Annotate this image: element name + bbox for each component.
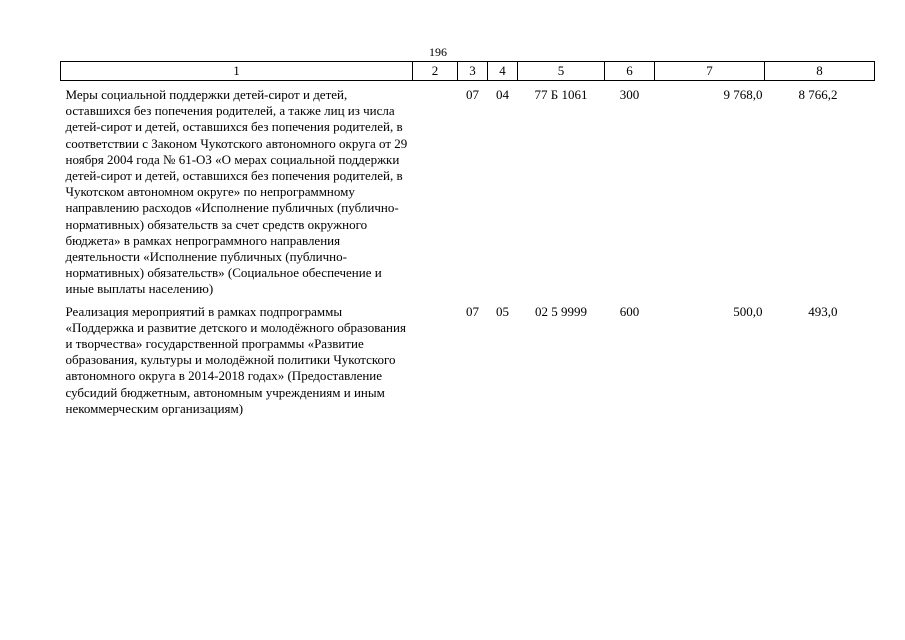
- header-col-8: 8: [765, 62, 875, 81]
- row-section: 07: [466, 303, 479, 319]
- row-target-code: 77 Б 1061: [534, 87, 588, 102]
- header-col-5: 5: [518, 62, 605, 81]
- row-amount-actual: 8 766,2: [798, 87, 838, 102]
- row-col-2: [413, 81, 458, 298]
- row-section: 07: [466, 87, 479, 102]
- row-name: Реализация мероприятий в рамках подпрограммы «Поддержка и развитие детского и молодёжного образования и творчества» государственной программы «Развитие образования, культуры и молодёжной политики Чукотского автономного округа в 2014-2018 годах» (Предоставление субсидий бюджетным, автономным учреждениям и иным некоммерческим организациям): [65, 303, 406, 416]
- header-col-4: 4: [488, 62, 518, 81]
- row-target-code: 02 5 9999: [535, 303, 587, 319]
- header-col-6: 6: [605, 62, 655, 81]
- row-expense-type: 600: [619, 303, 640, 319]
- row-col-2: [413, 298, 458, 417]
- row-amount-planned: 9 768,0: [723, 87, 763, 102]
- header-col-1: 1: [61, 62, 413, 81]
- table-row: [61, 81, 875, 298]
- row-name: Меры социальной поддержки детей-сирот и детей, оставшихся без попечения родителей, а также лиц из числа детей-сирот и детей, оставшихся без попечения родителей, в соответствии с Законом Чукотского автономного округа от 29 ноября 2004 года № 61-ОЗ «О мерах социальной поддержки детей-сирот и детей, оставшихся без попечения родителей, в Чукотском автономном округе» по непрограммному направлению расходов «Исполнение публичных (публично-нормативных) обязательств за счет средств окружного бюджета» в рамках непрограммного направления деятельности «Исполнение публичных (публично-нормативных) обязательств» (Социальное обеспечение и иные выплаты населению): [65, 87, 408, 297]
- row-amount-planned: 500,0: [733, 303, 763, 319]
- row-subsection: 05: [496, 303, 509, 319]
- header-col-7: 7: [655, 62, 765, 81]
- row-subsection: 04: [496, 87, 509, 102]
- header-col-3: 3: [458, 62, 488, 81]
- row-expense-type: 300: [619, 87, 640, 102]
- header-col-2: 2: [413, 62, 458, 81]
- header-row: [61, 62, 875, 81]
- row-amount-actual: 493,0: [808, 303, 838, 319]
- budget-table: [60, 61, 875, 417]
- page-number: 196: [429, 45, 447, 59]
- table-row: [61, 298, 875, 417]
